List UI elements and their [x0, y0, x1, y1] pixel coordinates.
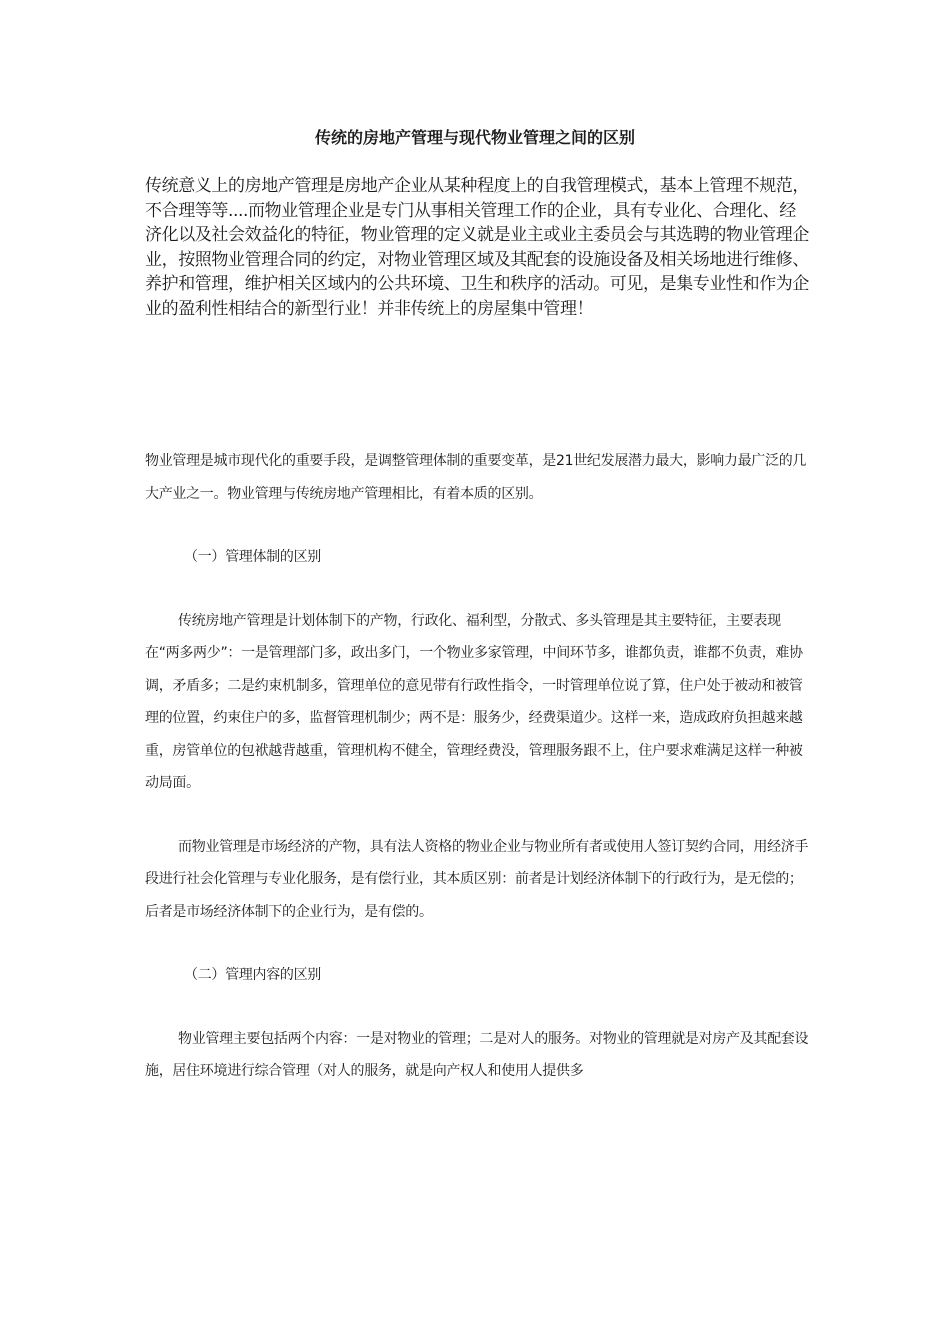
paragraph-management-content: 物业管理主要包括两个内容：一是对物业的管理；二是对人的服务。对物业的管理就是对房产及其配套设施，居住环境进行综合管理（对人的服务，就是向产权人和使用人提供多 [145, 1030, 809, 1079]
paragraph-property-management: 而物业管理是市场经济的产物，具有法人资格的物业企业与物业所有者或使用人签订契约合同，用经济手段进行社会化管理与专业化服务，是有偿行业，其本质区别：前者是计划经济体制下的行政行为，是无偿的；后者是市场经济体制下的企业行为，是有偿的。 [145, 838, 809, 920]
paragraph-overview: 物业管理是城市现代化的重要手段，是调整管理体制的重要变革，是21世纪发展潜力最大，影响力最广泛的几大产业之一。物业管理与传统房地产管理相比，有着本质的区别。 [145, 453, 807, 502]
document-body [145, 445, 811, 1119]
section-heading-management-system: （一）管理体制的区别 [184, 549, 321, 565]
paragraph-traditional-management: 传统房地产管理是计划体制下的产物，行政化、福利型，分散式、多头管理是其主要特征，主要表现在“两多两少”：一是管理部门多，政出多门，一个物业多家管理，中间环节多，谁都负责，谁都不负责，难协调，矛盾多；二是约束机制多，管理单位的意见带有行政性指令，一时管理单位说了算，住户处于被动和被管理的位置，约束住户的多，监督管理机制少；两不是：服务少，经费渠道少。这样一来，造成政府负担越来越重，房管单位的包袱越背越重，管理机构不健全，管理经费没，管理服务跟不上，住户要求难满足这样一种被动局面。 [145, 612, 803, 791]
section-heading-management-content: （二）管理内容的区别 [184, 967, 321, 983]
intro-paragraph: 传统意义上的房地产管理是房地产企业从某种程度上的自我管理模式，基本上管理不规范，不合理等等....而物业管理企业是专门从事相关管理工作的企业，具有专业化、合理化、经济化以及社会效益化的特征，物业管理的定义就是业主或业主委员会与其选聘的物业管理企业，按照物业管理合同的约定，对物业管理区域及其配套的设施设备及相关场地进行维修、养护和管理，维护相关区域内的公共环境、卫生和秩序的活动。可见，是集专业性和作为企业的盈利性相结合的新型行业！并非传统上的房屋集中管理！ [145, 176, 809, 319]
document-title: 传统的房地产管理与现代物业管理之间的区别 [314, 128, 635, 147]
